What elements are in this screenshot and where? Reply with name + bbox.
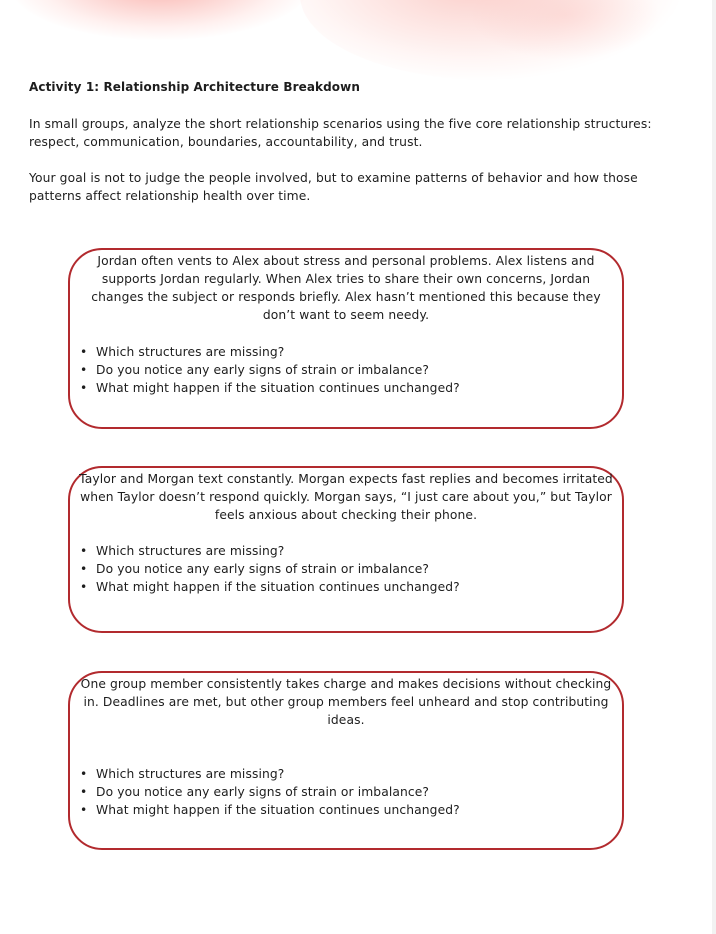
bullet-icon: • — [80, 803, 88, 817]
activity-heading: Activity 1: Relationship Architecture Breakdown — [29, 80, 360, 94]
scenario-card-3 — [68, 671, 624, 850]
intro-paragraph: In small groups, analyze the short relationship scenarios using the five core relationship structures: respect, communication, boundaries, accountability, and trust. — [29, 117, 652, 149]
question-text: Which structures are missing? — [96, 767, 285, 781]
question-item — [80, 379, 622, 397]
question-item — [80, 361, 622, 379]
question-list — [70, 765, 622, 819]
question-item — [80, 578, 622, 596]
scenario-text: One group member consistently takes charge and makes decisions without checking in. Deadlines are met, but other group members feel unheard and stop contributing ideas. — [80, 677, 612, 727]
question-text: Do you notice any early signs of strain or imbalance? — [96, 562, 430, 576]
question-item — [80, 783, 622, 801]
question-text: What might happen if the situation continues unchanged? — [96, 803, 460, 817]
question-text: Which structures are missing? — [96, 345, 285, 359]
scenario-text: Jordan often vents to Alex about stress and personal problems. Alex listens and supports Jordan regularly. When Alex tries to share their own concerns, Jordan changes the subject or responds briefly. Alex hasn’t mentioned this because they don’t want to seem needy. — [91, 254, 601, 322]
bullet-icon: • — [80, 363, 88, 377]
decorative-blob — [300, 0, 680, 80]
bullet-icon: • — [80, 345, 88, 359]
question-item — [80, 765, 622, 783]
question-item — [80, 560, 622, 578]
question-text: What might happen if the situation continues unchanged? — [96, 381, 460, 395]
question-item — [80, 343, 622, 361]
bullet-icon: • — [80, 544, 88, 558]
scenario-card-2 — [68, 466, 624, 633]
question-text: What might happen if the situation continues unchanged? — [96, 580, 460, 594]
bullet-icon: • — [80, 785, 88, 799]
page-edge — [712, 0, 716, 934]
question-text: Do you notice any early signs of strain or imbalance? — [96, 785, 430, 799]
scenario-text: Taylor and Morgan text constantly. Morgan expects fast replies and becomes irritated when Taylor doesn’t respond quickly. Morgan says, “I just care about you,” but Taylor feels anxious about checking their phone. — [79, 472, 613, 522]
bullet-icon: • — [80, 580, 88, 594]
question-text: Do you notice any early signs of strain or imbalance? — [96, 363, 430, 377]
scenario-card-1 — [68, 248, 624, 429]
bullet-icon: • — [80, 381, 88, 395]
question-list — [70, 542, 622, 596]
goal-paragraph: Your goal is not to judge the people involved, but to examine patterns of behavior and how those patterns affect relationship health over time. — [29, 171, 638, 203]
bullet-icon: • — [80, 767, 88, 781]
question-item — [80, 542, 622, 560]
question-text: Which structures are missing? — [96, 544, 285, 558]
question-item — [80, 801, 622, 819]
decorative-blob — [10, 0, 310, 40]
bullet-icon: • — [80, 562, 88, 576]
decorative-blob — [470, 0, 660, 60]
question-list — [70, 343, 622, 397]
